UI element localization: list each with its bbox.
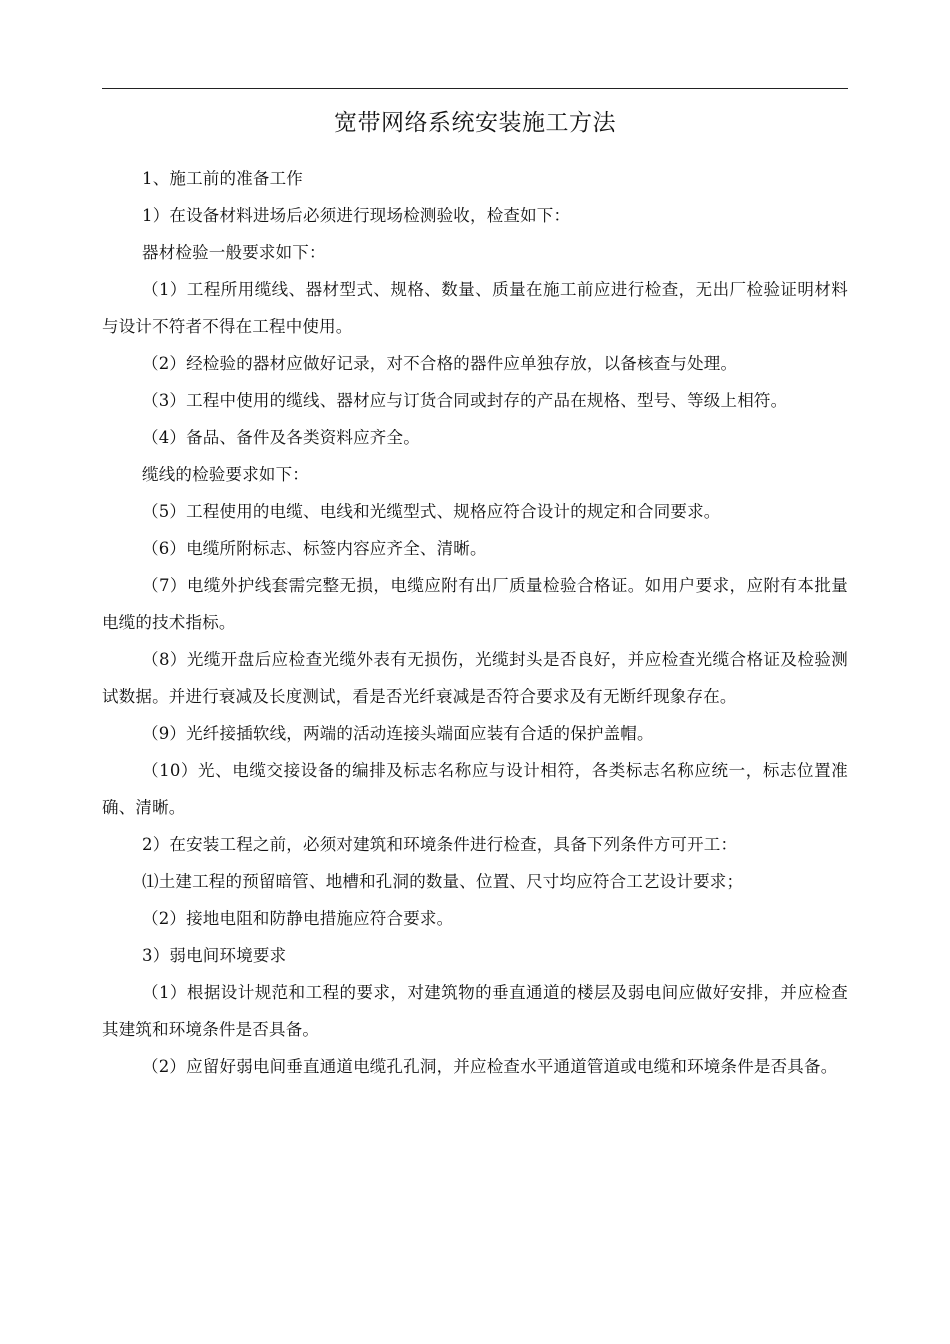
paragraph: （1）根据设计规范和工程的要求，对建筑物的垂直通道的楼层及弱电间应做好安排，并应检查其建筑和环境条件是否具备。 bbox=[102, 983, 848, 1039]
paragraph: （1）工程所用缆线、器材型式、规格、数量、质量在施工前应进行检查，无出厂检验证明材料与设计不符者不得在工程中使用。 bbox=[102, 280, 848, 336]
paragraph: （10）光、电缆交接设备的编排及标志名称应与设计相符，各类标志名称应统一，标志位置准确、清晰。 bbox=[102, 761, 848, 817]
paragraph: （2）经检验的器材应做好记录，对不合格的器件应单独存放，以备核查与处理。 bbox=[142, 354, 738, 373]
paragraph: （8）光缆开盘后应检查光缆外表有无损伤，光缆封头是否良好，并应检查光缆合格证及检验测试数据。并进行衰减及长度测试，看是否光纤衰减是否符合要求及有无断纤现象存在。 bbox=[102, 650, 848, 706]
paragraph: 1、施工前的准备工作 bbox=[142, 169, 303, 188]
paragraph: 缆线的检验要求如下： bbox=[142, 465, 309, 484]
paragraph: 2）在安装工程之前，必须对建筑和环境条件进行检查，具备下列条件方可开工： bbox=[142, 835, 738, 854]
paragraph: ⑴土建工程的预留暗管、地槽和孔洞的数量、位置、尺寸均应符合工艺设计要求； bbox=[142, 872, 744, 891]
paragraph: （9）光纤接插软线，两端的活动连接头端面应装有合适的保护盖帽。 bbox=[142, 724, 654, 743]
document-title: 宽带网络系统安装施工方法 bbox=[334, 110, 616, 136]
paragraph: （5）工程使用的电缆、电线和光缆型式、规格应符合设计的规定和合同要求。 bbox=[142, 502, 721, 521]
header-rule bbox=[102, 88, 848, 89]
paragraph: （2）接地电阻和防静电措施应符合要求。 bbox=[142, 909, 454, 928]
document-body bbox=[102, 160, 848, 1085]
paragraph: 器材检验一般要求如下： bbox=[142, 243, 326, 262]
paragraph: （4）备品、备件及各类资料应齐全。 bbox=[142, 428, 420, 447]
paragraph: 3）弱电间环境要求 bbox=[142, 946, 287, 965]
paragraph: （7）电缆外护线套需完整无损，电缆应附有出厂质量检验合格证。如用户要求，应附有本批量电缆的技术指标。 bbox=[102, 576, 848, 632]
paragraph: 1）在设备材料进场后必须进行现场检测验收，检查如下： bbox=[142, 206, 571, 225]
paragraph: （6）电缆所附标志、标签内容应齐全、清晰。 bbox=[142, 539, 487, 558]
paragraph: （3）工程中使用的缆线、器材应与订货合同或封存的产品在规格、型号、等级上相符。 bbox=[142, 391, 788, 410]
paragraph: （2）应留好弱电间垂直通道电缆孔孔洞，并应检查水平通道管道或电缆和环境条件是否具备。 bbox=[142, 1057, 838, 1076]
document-page bbox=[102, 0, 848, 1344]
